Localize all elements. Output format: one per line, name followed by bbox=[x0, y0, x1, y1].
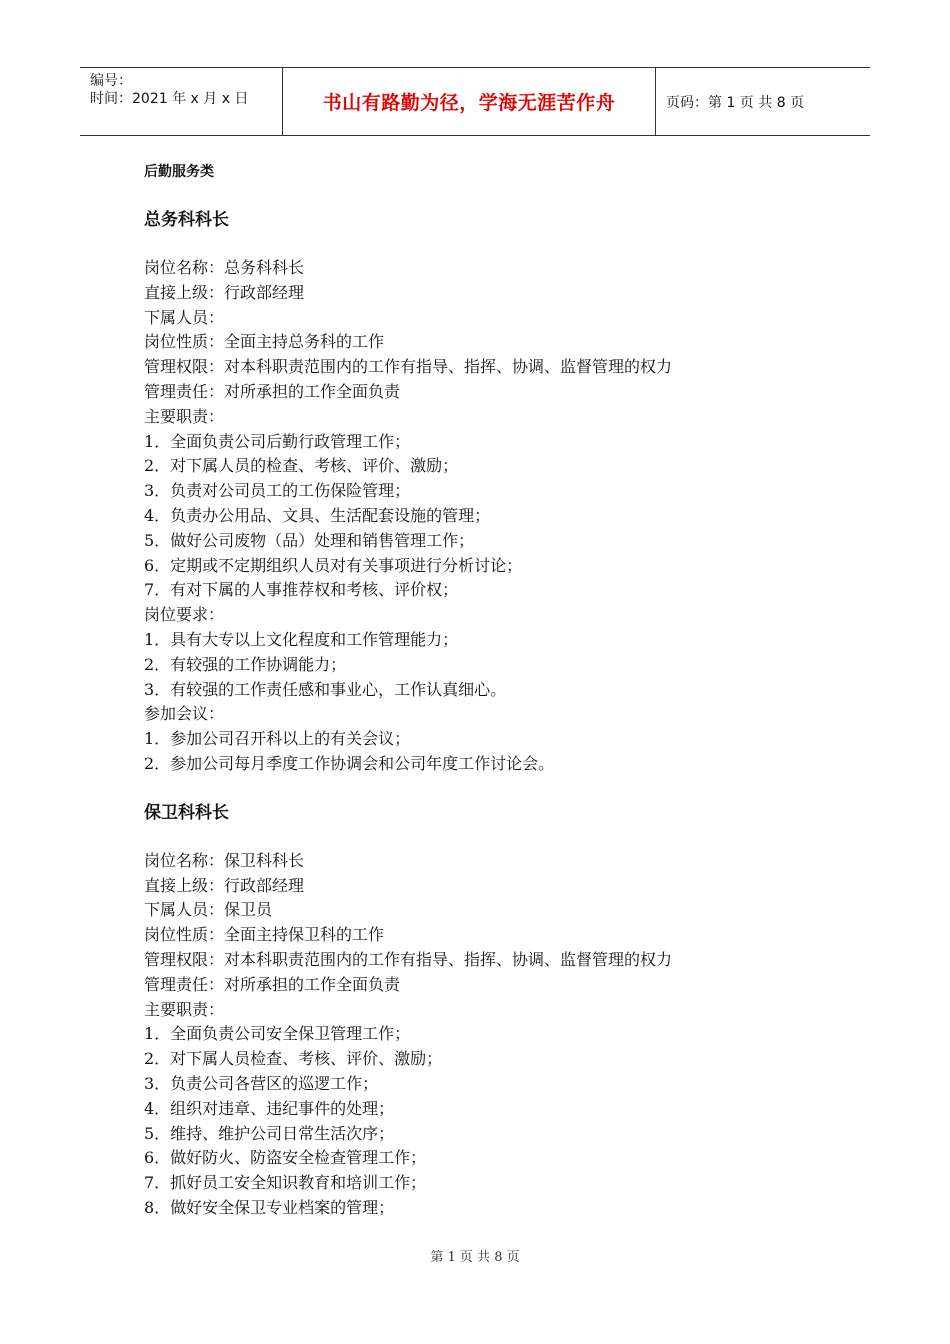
body-line: 1．具有大专以上文化程度和工作管理能力； bbox=[144, 629, 459, 649]
body-line: 岗位性质：全面主持总务科的工作 bbox=[144, 332, 385, 352]
body-line: 主要职责： bbox=[144, 406, 225, 426]
body-line: 1．全面负责公司安全保卫管理工作； bbox=[144, 1024, 411, 1044]
body-line: 直接上级：行政部经理 bbox=[144, 282, 305, 302]
document-body bbox=[144, 160, 844, 1221]
body-line: 2．参加公司每月季度工作协调会和公司年度工作讨论会。 bbox=[144, 753, 555, 773]
body-line: 管理权限：对本科职责范围内的工作有指导、指挥、协调、监督管理的权力 bbox=[144, 357, 673, 377]
body-line: 2．对下属人员检查、考核、评价、激励； bbox=[144, 1049, 443, 1069]
body-line: 6．定期或不定期组织人员对有关事项进行分析讨论； bbox=[144, 555, 523, 575]
sections-container bbox=[144, 208, 844, 1221]
section-title: 总务科科长 bbox=[144, 210, 229, 230]
body-line: 岗位要求： bbox=[144, 605, 225, 625]
body-line: 5．做好公司废物（品）处理和销售管理工作； bbox=[144, 530, 475, 550]
body-line: 管理责任：对所承担的工作全面负责 bbox=[144, 974, 401, 994]
body-line: 2．对下属人员的检查、考核、评价、激励； bbox=[144, 456, 459, 476]
header-left-cell bbox=[80, 68, 283, 135]
header-page-info: 页码：第 1 页 共 8 页 bbox=[666, 94, 805, 111]
body-line: 3．负责公司各营区的巡逻工作； bbox=[144, 1073, 379, 1093]
body-line: 参加会议： bbox=[144, 704, 225, 724]
section-spacer bbox=[144, 777, 844, 801]
document-date: 时间：2021 年 x 月 x 日 bbox=[90, 91, 249, 107]
body-line: 7．有对下属的人事推荐权和考核、评价权； bbox=[144, 580, 459, 600]
body-line: 2．有较强的工作协调能力； bbox=[144, 654, 347, 674]
page-footer: 第 1 页 共 8 页 bbox=[430, 1250, 520, 1265]
body-line: 下属人员：保卫员 bbox=[144, 900, 273, 920]
body-line: 岗位性质：全面主持保卫科的工作 bbox=[144, 925, 385, 945]
body-line: 主要职责： bbox=[144, 999, 225, 1019]
header-motto: 书山有路勤为径，学海无涯苦作舟 bbox=[283, 68, 656, 135]
body-line: 直接上级：行政部经理 bbox=[144, 875, 305, 895]
body-line: 管理权限：对本科职责范围内的工作有指导、指挥、协调、监督管理的权力 bbox=[144, 949, 673, 969]
body-line: 4．负责办公用品、文具、生活配套设施的管理； bbox=[144, 505, 491, 525]
body-line: 6．做好防火、防盗安全检查管理工作； bbox=[144, 1148, 427, 1168]
body-line: 7．抓好员工安全知识教育和培训工作； bbox=[144, 1173, 427, 1193]
body-line: 3．有较强的工作责任感和事业心，工作认真细心。 bbox=[144, 679, 507, 699]
body-line: 1．全面负责公司后勤行政管理工作； bbox=[144, 431, 411, 451]
body-line: 下属人员： bbox=[144, 307, 225, 327]
page-header bbox=[80, 67, 870, 136]
body-line: 岗位名称：总务科科长 bbox=[144, 258, 305, 277]
category-heading: 后勤服务类 bbox=[144, 164, 214, 180]
body-line: 3．负责对公司员工的工伤保险管理； bbox=[144, 481, 411, 501]
body-line: 管理责任：对所承担的工作全面负责 bbox=[144, 381, 401, 401]
body-line: 岗位名称：保卫科科长 bbox=[144, 850, 305, 870]
document-number-label: 编号： bbox=[90, 73, 132, 89]
body-line: 4．组织对违章、违纪事件的处理； bbox=[144, 1098, 395, 1118]
section-title: 保卫科科长 bbox=[144, 802, 229, 823]
body-line: 8．做好安全保卫专业档案的管理； bbox=[144, 1197, 395, 1217]
body-line: 1．参加公司召开科以上的有关会议； bbox=[144, 729, 411, 749]
body-line: 5．维持、维护公司日常生活次序； bbox=[144, 1123, 395, 1143]
